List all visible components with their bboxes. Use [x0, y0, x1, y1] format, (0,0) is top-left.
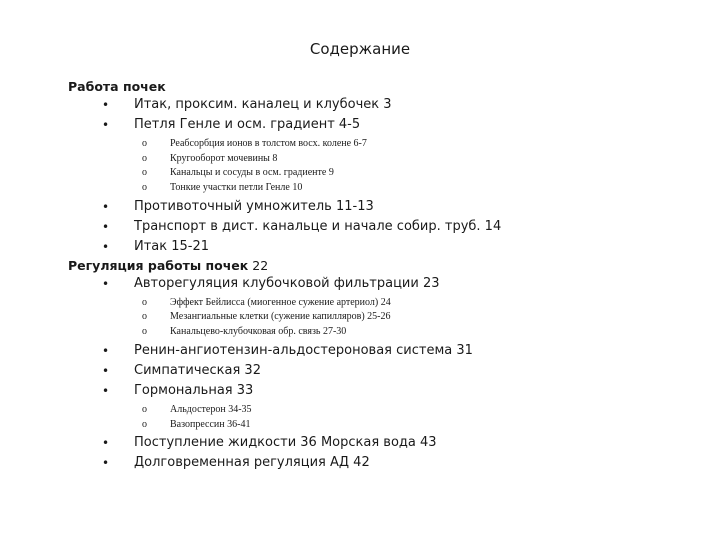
section-heading [68, 257, 708, 274]
toc-item [68, 453, 708, 473]
toc-item [68, 361, 708, 381]
toc-subitem [68, 418, 708, 433]
toc-subitem-text: Вазопрессин 36-41 [170, 418, 251, 430]
toc-item [68, 217, 708, 237]
toc-sublist [68, 403, 708, 432]
bullet-icon: • [102, 343, 110, 358]
circle-bullet-icon: o [142, 138, 147, 149]
toc-subitem-text: Альдостерон 34-35 [170, 403, 252, 415]
toc-item-text: Симпатическая 32 [134, 362, 261, 378]
bullet-icon: • [102, 98, 110, 112]
toc-item-text: Поступление жидкости 36 Морская вода 43 [134, 435, 437, 451]
bullet-icon: • [102, 436, 110, 451]
circle-bullet-icon: o [142, 418, 147, 430]
toc-item [68, 433, 708, 453]
toc-item [68, 115, 708, 135]
toc-subitem-text: Канальцы и сосуды в осм. градиенте 9 [170, 167, 334, 179]
toc-item [68, 274, 708, 294]
toc-subitem [68, 296, 708, 311]
toc-sublist [68, 137, 708, 196]
toc-subitem [68, 181, 708, 196]
bullet-icon: • [102, 383, 110, 398]
toc-item-text: Авторегуляция клубочковой фильтрации 23 [134, 275, 440, 291]
toc-subitem-text: Канальцево-клубочковая обр. связь 27-30 [170, 326, 347, 338]
bullet-icon: • [102, 456, 110, 471]
bullet-icon: • [102, 276, 110, 291]
section-heading-text: Регуляция работы почек [68, 257, 249, 273]
toc-subitem-text: Кругооборот мочевины 8 [170, 152, 278, 164]
toc-subitem [68, 325, 708, 340]
toc-item-text: Противоточный умножитель 11-13 [134, 198, 374, 214]
toc-item [68, 197, 708, 217]
toc-item-text: Долговременная регуляция АД 42 [134, 455, 370, 471]
toc-subitem-text: Тонкие участки петли Генле 10 [170, 182, 303, 194]
circle-bullet-icon: o [142, 326, 147, 338]
toc-item [68, 237, 708, 257]
toc-subitem [68, 310, 708, 325]
section-page: 22 [248, 257, 269, 273]
toc-item [68, 341, 708, 361]
bullet-icon: • [102, 199, 110, 214]
toc-item-text: Гормональная 33 [134, 382, 254, 398]
toc-sublist [68, 296, 708, 340]
toc-subitem-text: Реабсорбция ионов в толстом восх. колене 6-7 [170, 138, 367, 149]
circle-bullet-icon: o [142, 167, 147, 179]
toc-item [68, 381, 708, 401]
section-heading-text: Работа почек [68, 79, 166, 94]
section-heading [68, 78, 708, 95]
page-title: Содержание [309, 40, 411, 58]
toc-subitem [68, 166, 708, 181]
bullet-icon: • [102, 239, 110, 254]
circle-bullet-icon: o [142, 182, 147, 194]
bullet-icon: • [102, 118, 110, 132]
toc-subitem-text: Мезангиальные клетки (сужение капилляров) 25-26 [170, 311, 391, 323]
toc-subitem-text: Эффект Бейлисса (миогенное сужение артериол) 24 [170, 296, 391, 308]
bullet-icon: • [102, 219, 110, 234]
circle-bullet-icon: o [142, 403, 147, 415]
circle-bullet-icon: o [142, 152, 147, 164]
toc-item-text: Петля Генле и осм. градиент 4-5 [134, 117, 361, 132]
toc-item [68, 95, 708, 115]
toc-item-text: Ренин-ангиотензин-альдостероновая система 31 [134, 342, 473, 358]
circle-bullet-icon: o [142, 296, 147, 308]
toc-item-text: Транспорт в дист. канальце и начале собир. труб. 14 [134, 218, 502, 234]
toc-item-text: Итак 15-21 [134, 238, 210, 254]
circle-bullet-icon: o [142, 311, 147, 323]
table-of-contents [68, 78, 708, 473]
toc-item-text: Итак, проксим. каналец и клубочек 3 [134, 97, 392, 112]
toc-subitem [68, 403, 708, 418]
bullet-icon: • [102, 363, 110, 378]
toc-subitem [68, 137, 708, 152]
toc-subitem [68, 152, 708, 167]
